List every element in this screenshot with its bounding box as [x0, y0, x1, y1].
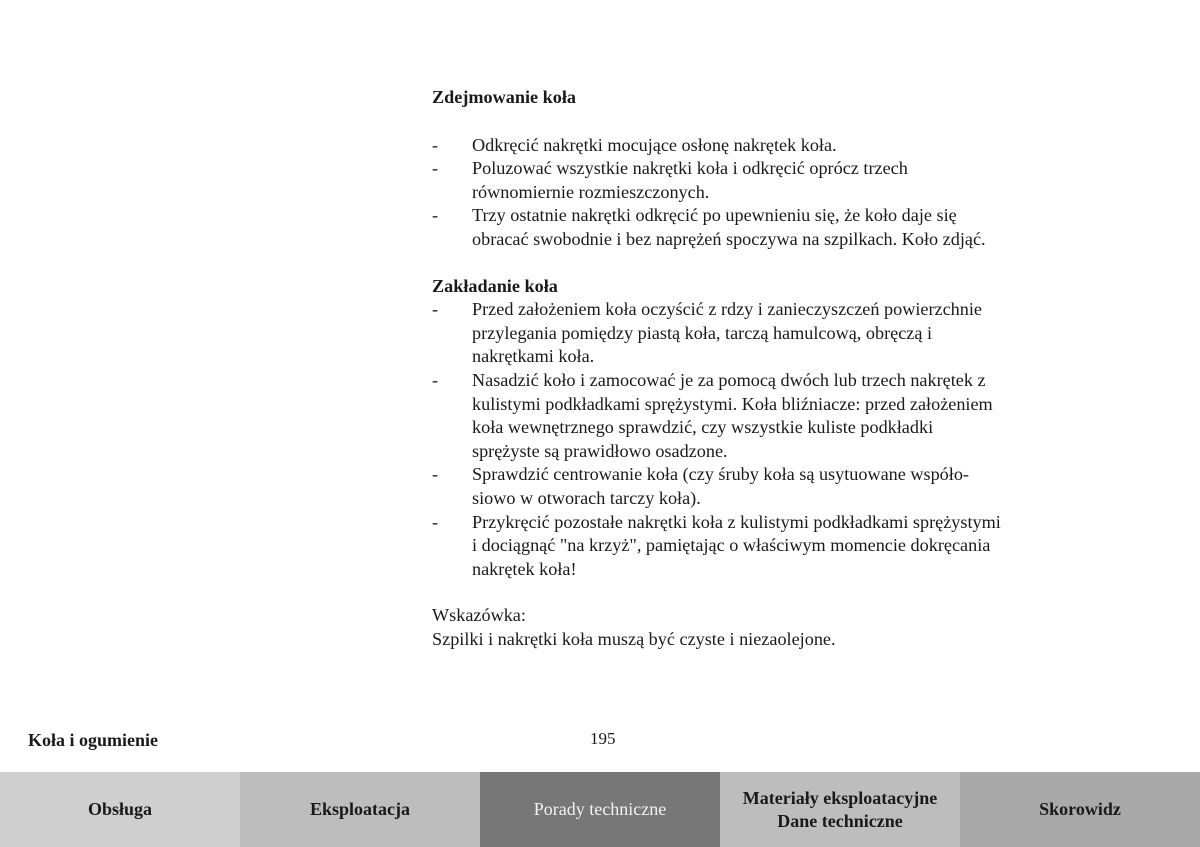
tab-obsluga[interactable]	[0, 772, 240, 847]
tab-label: Eksploatacja	[309, 799, 410, 819]
bullet-dash: -	[432, 158, 439, 179]
list-item-line: nakrętek koła!	[472, 558, 577, 579]
note-text: Szpilki i nakrętki koła muszą być czyste i niezaolejone.	[432, 628, 836, 649]
bullet-dash: -	[432, 464, 439, 485]
bullet-dash: -	[432, 511, 439, 532]
chapter-tab-bar	[0, 772, 1200, 847]
tab-label: Porady techniczne	[533, 799, 667, 819]
bullet-dash: -	[432, 369, 439, 390]
list-item-line: Przed założeniem koła oczyścić z rdzy i zanieczyszczeń powierzchnie	[472, 299, 982, 320]
tab-label-line1: Materiały eksploatacyjne	[742, 787, 938, 808]
section-heading-wheel-removal: Zdejmowanie koła	[432, 87, 576, 107]
tab-porady-techniczne-active[interactable]	[480, 772, 720, 847]
list-item	[432, 134, 1092, 158]
list-item-line: Poluzować wszystkie nakrętki koła i odkręcić oprócz trzech	[472, 158, 908, 179]
tab-label: Skorowidz	[1039, 799, 1121, 819]
list-item-line: kulistymi podkładkami sprężystymi. Koła bliźniacze: przed założeniem	[472, 393, 993, 414]
list-item-line: siowo w otworach tarczy koła).	[472, 487, 701, 508]
list-item-line: równomiernie rozmieszczonych.	[472, 181, 710, 202]
wheel-fitting-steps	[432, 298, 1092, 581]
tab-eksploatacja[interactable]	[240, 772, 480, 847]
list-item-line: Przykręcić pozostałe nakrętki koła z kulistymi podkładkami sprężystymi	[472, 511, 1001, 532]
list-item-line: koła wewnętrznego sprawdzić, czy wszystkie kuliste podkładki	[472, 417, 934, 438]
page-number: 195	[590, 729, 616, 748]
note-label: Wskazówka:	[432, 605, 526, 626]
list-item-line: Sprawdzić centrowanie koła (czy śruby koła są usytuowane współo-	[472, 464, 969, 485]
tab-materialy-dane-techniczne[interactable]	[720, 772, 960, 847]
list-item	[432, 463, 1092, 510]
tab-label: Obsługa	[87, 799, 153, 819]
note-block	[432, 604, 1092, 651]
list-item-line: nakrętkami koła.	[472, 346, 595, 367]
bullet-dash: -	[432, 134, 439, 155]
list-item-line: Trzy ostatnie nakrętki odkręcić po upewnieniu się, że koło daje się	[472, 205, 957, 226]
tab-skorowidz[interactable]	[960, 772, 1200, 847]
list-item	[432, 369, 1092, 463]
bullet-dash: -	[432, 299, 439, 320]
list-item-line: obracać swobodnie i bez naprężeń spoczywa na szpilkach. Koło zdjąć.	[472, 228, 986, 249]
section-heading-wheel-fitting: Zakładanie koła	[432, 275, 558, 296]
list-item-line: Odkręcić nakrętki mocujące osłonę nakrętek koła.	[472, 134, 837, 155]
wheel-removal-steps	[432, 134, 1092, 252]
bullet-dash: -	[432, 205, 439, 226]
list-item	[432, 511, 1092, 582]
list-item-line: i dociągnąć "na krzyż", pamiętając o właściwym momencie dokręcania	[472, 535, 991, 556]
list-item-line: sprężyste są prawidłowo osadzone.	[472, 440, 728, 461]
manual-page-content	[432, 86, 1092, 651]
tab-label-line2: Dane techniczne	[777, 810, 903, 831]
list-item-line: Nasadzić koło i zamocować je za pomocą dwóch lub trzech nakrętek z	[472, 369, 986, 390]
chapter-title: Koła i ogumienie	[28, 730, 158, 750]
list-item	[432, 157, 1092, 204]
list-item-line: przylegania pomiędzy piastą koła, tarczą hamulcową, obręczą i	[472, 322, 933, 343]
list-item	[432, 204, 1092, 251]
list-item	[432, 298, 1092, 369]
